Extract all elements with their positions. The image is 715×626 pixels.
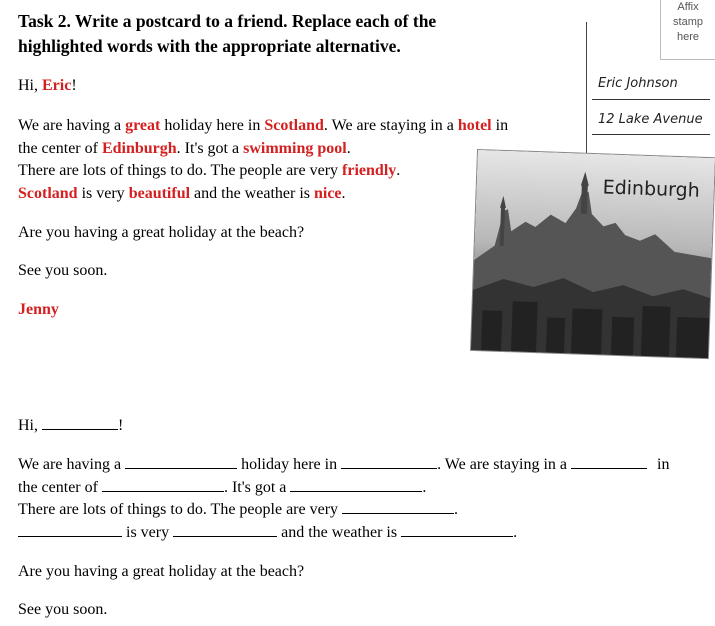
blank-field[interactable] — [42, 414, 118, 430]
blank-field[interactable] — [571, 453, 647, 469]
highlighted-word: Edinburgh — [101, 140, 177, 157]
blank-field[interactable] — [18, 521, 122, 537]
postcard-signature: Jenny — [18, 301, 59, 318]
highlighted-word: nice — [313, 185, 342, 202]
postcard-line-3: There are lots of things to do. The people are very friendly. — [18, 162, 401, 179]
highlighted-word: Eric — [42, 77, 72, 94]
postcard-see-you: See you soon. — [18, 262, 108, 279]
stamp-text-affix: Affix — [677, 1, 699, 13]
blank-field[interactable] — [125, 453, 237, 469]
highlighted-word: Scotland — [18, 185, 78, 202]
task-heading-line2: highlighted words with the appropriate alternative. — [18, 36, 401, 56]
template-question: Are you having a great holiday at the beach? — [18, 563, 305, 580]
postcard-line-1: We are having a great holiday here in Scotland. We are staying in a hotel in — [18, 117, 509, 134]
stamp-box — [660, 0, 715, 60]
postcard-line-4: Scotland is very beautiful and the weather is nice. — [18, 185, 346, 202]
blank-field[interactable] — [173, 521, 277, 537]
template-line-1: We are having a holiday here in . We are staying in a in — [18, 453, 669, 476]
address-line-1 — [592, 99, 710, 100]
highlighted-word: great — [125, 117, 161, 134]
postcard-divider — [586, 22, 587, 158]
blank-field[interactable] — [102, 476, 224, 492]
highlighted-word: swimming pool — [243, 140, 347, 157]
blank-field[interactable] — [341, 453, 437, 469]
greeting: Hi, Eric! — [18, 77, 77, 94]
highlighted-word: Scotland — [264, 117, 324, 134]
blank-field[interactable] — [342, 498, 454, 514]
template-see-you: See you soon. — [18, 601, 108, 618]
task-heading — [18, 9, 436, 59]
stamp-text-here: here — [676, 31, 700, 43]
blank-field[interactable] — [290, 476, 422, 492]
template-line-4: is very and the weather is . — [18, 521, 517, 544]
postcard-line-2: the center of Edinburgh. It's got a swimming pool. — [18, 140, 351, 157]
address-line-2 — [592, 134, 710, 135]
blank-field[interactable] — [401, 521, 513, 537]
stamp-text-stamp: stamp — [673, 16, 703, 28]
highlighted-word: beautiful — [128, 185, 191, 202]
address-name: Eric Johnson — [598, 76, 678, 91]
photo-caption: Edinburgh — [602, 176, 701, 202]
highlighted-word: hotel — [457, 117, 492, 134]
template-line-3: There are lots of things to do. The people are very . — [18, 498, 458, 521]
edinburgh-photo — [471, 150, 715, 358]
template-greeting: Hi, ! — [18, 414, 123, 437]
address-street: 12 Lake Avenue — [598, 112, 703, 127]
template-line-2: the center of . It's got a . — [18, 476, 426, 499]
highlighted-word: friendly — [342, 162, 397, 179]
postcard-question: Are you having a great holiday at the beach? — [18, 224, 305, 241]
task-heading-line1: Task 2. Write a postcard to a friend. Replace each of the — [18, 11, 437, 31]
